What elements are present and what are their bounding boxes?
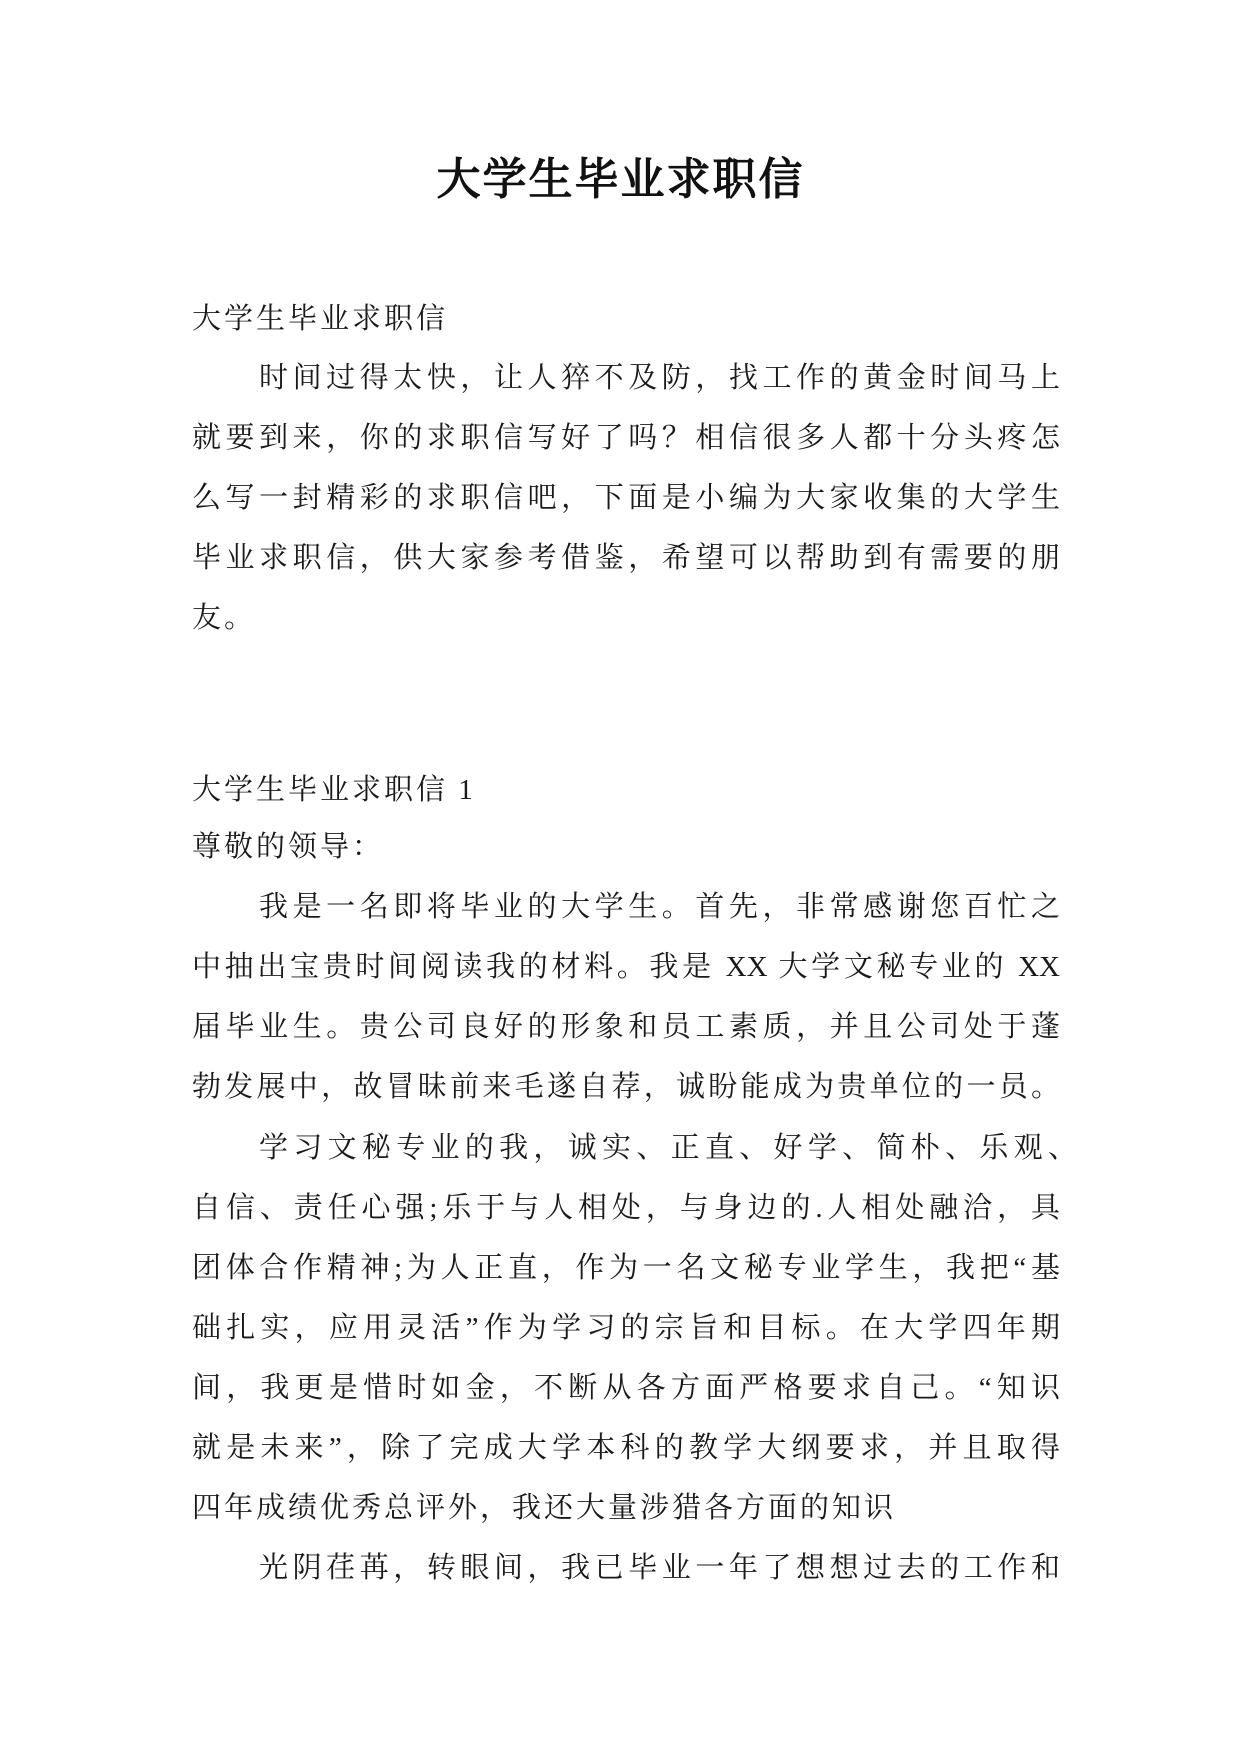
- intro-line: 毕业求职信，供大家参考借鉴，希望可以帮助到有需要的朋: [192, 542, 1060, 574]
- paragraph-line: 自信、责任心强;乐于与人相处，与身边的.人相处融洽，具: [192, 1192, 1060, 1224]
- document-title: 大学生毕业求职信: [436, 154, 805, 205]
- paragraph-line: 间，我更是惜时如金，不断从各方面严格要求自己。“知识: [192, 1372, 1060, 1404]
- document-heading: 大学生毕业求职信: [192, 303, 449, 335]
- intro-line: 就要到来，你的求职信写好了吗？相信很多人都十分头疼怎: [192, 422, 1060, 454]
- paragraph-line: 届毕业生。贵公司良好的形象和员工素质，并且公司处于蓬: [192, 1011, 1060, 1043]
- paragraph-line: 勃发展中，故冒昧前来毛遂自荐，诚盼能成为贵单位的一员。: [192, 1071, 1060, 1103]
- section-title: 大学生毕业求职信 1: [192, 774, 476, 806]
- intro-line: 友。: [192, 602, 257, 634]
- paragraph-line: 四年成绩优秀总评外，我还大量涉猎各方面的知识: [192, 1492, 897, 1524]
- paragraph-line: 就是未来”，除了完成大学本科的教学大纲要求，并且取得: [192, 1432, 1060, 1464]
- salutation: 尊敬的领导：: [192, 831, 385, 863]
- intro-line: 么写一封精彩的求职信吧，下面是小编为大家收集的大学生: [192, 482, 1060, 514]
- paragraph-line: 我是一名即将毕业的大学生。首先，非常感谢您百忙之: [259, 891, 1060, 923]
- paragraph-line: 光阴荏苒，转眼间，我已毕业一年了想想过去的工作和: [259, 1552, 1060, 1584]
- paragraph-line: 学习文秘专业的我，诚实、正直、好学、简朴、乐观、: [259, 1132, 1077, 1164]
- paragraph-line: 础扎实，应用灵活”作为学习的宗旨和目标。在大学四年期: [192, 1312, 1060, 1344]
- paragraph-line: 团体合作精神;为人正直，作为一名文秘专业学生，我把“基: [192, 1252, 1060, 1284]
- paragraph-line: 中抽出宝贵时间阅读我的材料。我是 XX 大学文秘专业的 XX: [192, 951, 1060, 983]
- intro-line: 时间过得太快，让人猝不及防，找工作的黄金时间马上: [259, 362, 1060, 394]
